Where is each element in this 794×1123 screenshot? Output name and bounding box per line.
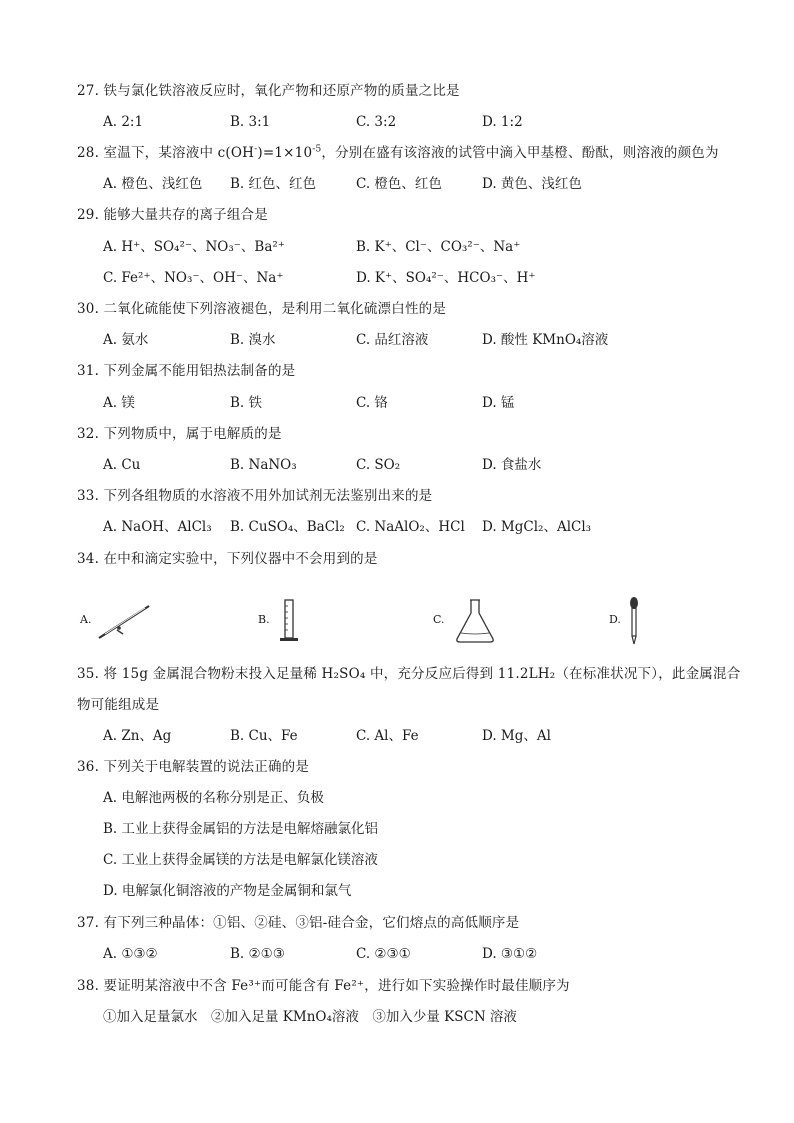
q28-option-a: A. 橙色、浅红色 [103,176,203,192]
q33-option-c: C. NaAlO₂、HCl [356,519,465,535]
q29-option-c: C. Fe²⁺、NO₃⁻、OH⁻、Na⁺ [103,270,284,286]
q36-option-c: C. 工业上获得金属镁的方法是电解氯化镁溶液 [103,852,378,868]
q32-stem: 32. 下列物质中，属于电解质的是 [77,426,282,442]
q28-option-b: B. 红色、红色 [230,176,317,192]
q32-option-a: A. Cu [103,457,141,473]
q32-option-c: C. SO₂ [356,457,401,473]
q33-option-a: A. NaOH、AlCl₃ [103,519,212,535]
q28-stem: 28. 室温下，某溶液中 $c(OH^-)=1\times 10^{-5}$，分别在盛有该溶液的试管中滴入甲基橙、酚酞，则溶液的颜色为 [77,144,719,161]
q33-option-d: D. MgCl₂、AlCl₃ [482,519,592,535]
q37-option-a: A. ①③② [103,946,158,962]
q35-stem-line2: 物可能组成是 [77,697,160,713]
q29-stem: 29. 能够大量共存的离子组合是 [77,207,268,223]
q28-option-d: D. 黄色、浅红色 [482,176,582,192]
q36-option-d: D. 电解氯化铜溶液的产物是金属铜和氯气 [103,883,352,899]
q30-stem: 30. 二氧化硫能使下列溶液褪色，是利用二氧化硫漂白性的是 [77,301,447,317]
q33-stem: 33. 下列各组物质的水溶液不用外加试剂无法鉴别出来的是 [77,488,433,504]
burette-icon [95,600,155,642]
q29-option-d: D. K⁺、SO₄²⁻、HCO₃⁻、H⁺ [356,270,536,286]
q37-stem: 37. 有下列三种晶体：①铝、②硅、③铝-硅合金，它们熔点的高低顺序是 [77,915,520,931]
q34-label-a: A. [80,613,92,626]
q34-label-c: C. [433,613,445,626]
q37-option-d: D. ③①② [482,946,538,962]
q35-option-b: B. Cu、Fe [230,728,298,744]
q27-stem: 27. 铁与氯化铁溶液反应时，氧化产物和还原产物的质量之比是 [77,83,460,99]
q30-option-c: C. 品红溶液 [356,332,429,348]
q37-option-b: B. ②①③ [230,946,285,962]
q30-option-a: A. 氨水 [103,332,149,348]
q31-option-d: D. 锰 [482,395,515,411]
q27-option-d: D. 1:2 [482,114,523,130]
dropper-icon [624,596,644,646]
q37-option-c: C. ②③① [356,946,411,962]
q38-stem: 38. 要证明某溶液中不含 Fe³⁺而可能含有 Fe²⁺，进行如下实验操作时最佳顺序为 [77,978,570,994]
q32-option-b: B. NaNO₃ [230,457,297,473]
graduated-cylinder-icon [275,598,305,644]
q31-option-c: C. 铬 [356,395,388,411]
q35-option-d: D. Mg、Al [482,728,551,744]
q27-option-a: A. 2:1 [103,114,144,130]
q29-option-b: B. K⁺、Cl⁻、CO₃²⁻、Na⁺ [356,239,521,255]
q34-stem: 34. 在中和滴定实验中，下列仪器中不会用到的是 [77,551,378,567]
q30-option-b: B. 溴水 [230,332,276,348]
q28-option-c: C. 橙色、红色 [356,176,442,192]
q27-option-c: C. 3:2 [356,114,397,130]
q35-option-c: C. Al、Fe [356,728,419,744]
q31-option-a: A. 镁 [103,395,135,411]
q31-option-b: B. 铁 [230,395,263,411]
q36-option-a: A. 电解池两极的名称分别是正、负极 [103,790,324,806]
q35-option-a: A. Zn、Ag [103,728,172,744]
q36-option-b: B. 工业上获得金属铝的方法是电解熔融氯化铝 [103,821,379,837]
q35-stem-line1: 35. 将 15g 金属混合物粉末投入足量稀 H₂SO₄ 中，充分反应后得到 11.2LH₂（在标准状况下），此金属混合 [77,666,741,682]
q30-option-d: D. 酸性 KMnO₄溶液 [482,332,609,348]
q31-stem: 31. 下列金属不能用铝热法制备的是 [77,363,296,379]
q33-option-b: B. CuSO₄、BaCl₂ [230,519,345,535]
q34-label-b: B. [258,613,270,626]
q32-option-d: D. 食盐水 [482,457,542,473]
q27-option-b: B. 3:1 [230,114,271,130]
conical-flask-icon [452,597,498,645]
q38-steps: ①加入足量氯水 ②加入足量 KMnO₄溶液 ③加入少量 KSCN 溶液 [103,1009,517,1025]
q34-label-d: D. [609,613,621,626]
q29-option-a: A. H⁺、SO₄²⁻、NO₃⁻、Ba²⁺ [103,239,285,255]
q36-stem: 36. 下列关于电解装置的说法正确的是 [77,759,310,775]
